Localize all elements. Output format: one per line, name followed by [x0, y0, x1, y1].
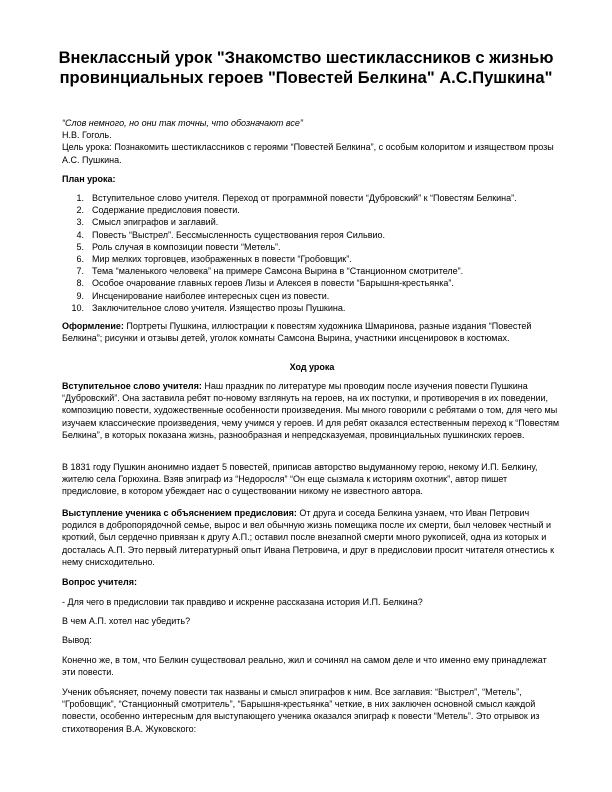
- equipment-label: Оформление:: [62, 321, 124, 331]
- plan-item: [62, 290, 562, 302]
- plan-item-text: Смысл эпиграфов и заглавий.: [92, 217, 219, 228]
- plan-item: [62, 229, 562, 241]
- plan-heading: План урока:: [62, 174, 116, 184]
- plan-item: [62, 302, 562, 314]
- plan-list: [62, 192, 562, 314]
- plan-item-text: Инсценирование наиболее интересных сцен из повести.: [92, 290, 330, 301]
- plan-item-number: 4.: [76, 229, 84, 240]
- equipment-paragraph: [62, 320, 562, 344]
- plan-item: [62, 241, 562, 253]
- student-text: От друга и соседа Белкина узнаем, что Иван Петрович родился в добропорядочной семье, вырос и вел обычную жизнь помещика после их смерти, был человек честный и кроткий, был сердечно привязан к другу А.П.; оставил после внезапной смерти много рукописей, одна из которых и досталась А.П. Это первый литературный опыт Ивана Петровича, и друг в предисловии просит читателя отнестись к нему снисходительно.: [62, 508, 555, 567]
- plan-item-number: 8.: [76, 278, 84, 289]
- page-title: Внеклассный урок "Знакомство шестиклассников с жизнью провинциальных героев "Повестей Белкина" А.С.Пушкина": [58, 49, 554, 87]
- plan-item-text: Тема “маленького человека” на примере Самсона Вырина в “Станционном смотрителе”.: [92, 266, 464, 277]
- conclusion-label: Вывод:: [62, 635, 92, 645]
- question-2: В чем А.П. хотел нас убедить?: [62, 616, 191, 626]
- plan-item-number: 2.: [76, 205, 84, 216]
- plan-item: [62, 265, 562, 277]
- question-heading: Вопрос учителя:: [62, 577, 137, 587]
- plan-list-block: [62, 192, 562, 314]
- plan-item: [62, 253, 562, 265]
- plan-item-number: 10.: [71, 302, 84, 313]
- plan-item-number: 7.: [76, 266, 84, 277]
- plan-item-text: Заключительное слово учителя. Изящество прозы Пушкина.: [92, 302, 346, 313]
- epigraph-block: [62, 117, 562, 166]
- plan-item: [62, 192, 562, 204]
- plan-item-text: Повесть “Выстрел”. Бессмысленность существования героя Сильвио.: [92, 229, 386, 240]
- plan-item-text: Роль случая в композиции повести “Метель”.: [92, 241, 281, 252]
- plan-item-text: Особое очарование главных героев Лизы и Алексея в повести “Барышня-крестьянка”.: [92, 278, 454, 289]
- lesson-goal: Цель урока: Познакомить шестиклассников с героями “Повестей Белкина”, с особым колоритом и изяществом прозы А.С. Пушкина.: [62, 142, 554, 165]
- last-paragraph: Ученик объясняет, почему повести так названы и смысл эпиграфов к ним. Все заглавия: “Выстрел”, “Метель”, “Гробовщик”, “Станционный смотритель”, “Барышня-крестьянка” четкие, в них заключен основной смысл каждой повести, особенно интересным для выступающего ученика оказался эпиграф к повести “Метель”. Это отрывок из стихотворения В.А. Жуковского:: [62, 687, 540, 734]
- paragraph-1831: В 1831 году Пушкин анонимно издает 5 повестей, приписав авторство выдуманному герою, некому И.П. Белкину, жителю села Горюхина. Взяв эпиграф из “Недоросля” “Он еще сызмала к историям охотник”, автор пишет предисловие, в котором убеждает нас о существовании никому не известного автора.: [62, 462, 538, 497]
- plan-item-number: 9.: [76, 290, 84, 301]
- plan-item-number: 1.: [76, 193, 84, 203]
- student-label: Выступление ученика с объяснением предисловия:: [62, 508, 297, 518]
- plan-item-number: 6.: [76, 253, 84, 264]
- epigraph-author: Н.В. Гоголь.: [62, 130, 112, 141]
- course-heading: Ход урока: [289, 362, 335, 372]
- plan-item: [62, 204, 562, 216]
- plan-item-text: Содержание предисловия повести.: [92, 205, 240, 216]
- plan-item-number: 3.: [76, 217, 84, 228]
- intro-label: Вступительное слово учителя:: [62, 381, 202, 391]
- plan-item-text: Вступительное слово учителя. Переход от программной повести “Дубровский” к “Повестям Белкина”.: [92, 193, 517, 203]
- student-paragraph: [62, 507, 562, 568]
- epigraph: “Слов немного, но они так точны, что обозначают все”: [62, 118, 303, 128]
- intro-paragraph: [62, 380, 562, 441]
- plan-item-number: 5.: [76, 241, 84, 252]
- plan-item: [62, 277, 562, 289]
- intro-text: Наш праздник по литературе мы проводим после изучения повести Пушкина “Дубровский”. Она заставила ребят по-новому взглянуть на героев, на их поступки, и противоречия в их поведении, композицию повести, художественные особенности произведения. Мы много говорили с ребятами о том, для чего мы изучаем классические произведения, чему учимся у героев. И для ребят оказался естественным переход к “Повестям Белкина”, в которых показана жизнь, разнообразная и непредсказуемая, провинциальных пушкинских героев.: [62, 381, 560, 440]
- plan-item-text: Мир мелких торговцев, изображенных в повести “Гробовщик”.: [92, 253, 352, 264]
- conclusion-text: Конечно же, в том, что Белкин существовал реально, жил и сочинял на самом деле и что именно ему принадлежат эти повести.: [62, 655, 547, 678]
- plan-item: [62, 216, 562, 228]
- equipment-text: Портреты Пушкина, иллюстрации к повестям художника Шмаринова, разные издания “Повестей Белкина”; рисунки и отзывы детей, уголок комнаты Самсона Вырина, участники инсценировок в костюмах.: [62, 321, 532, 344]
- question-1: - Для чего в предисловии так правдиво и искренне рассказана история И.П. Белкина?: [62, 597, 423, 607]
